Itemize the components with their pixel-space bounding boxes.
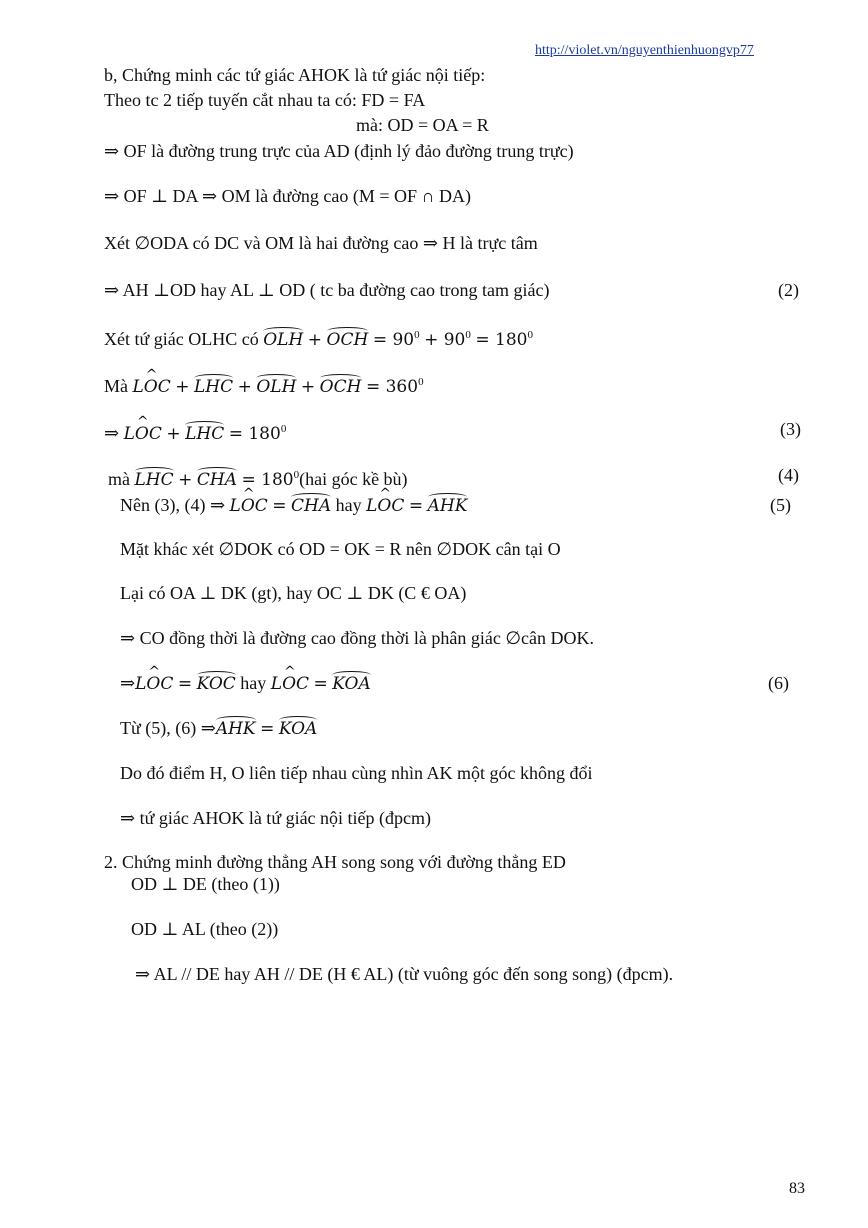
degree-mark: 0 <box>418 376 424 388</box>
angle-olh: OLH <box>256 377 297 397</box>
angle-ahk: AHK <box>427 496 468 516</box>
text-segment: Nên (3), (4) ⇒ <box>120 495 226 515</box>
angle-lhc: LHC <box>185 424 225 444</box>
plus-sign: + <box>175 377 190 397</box>
degree-mark: 0 <box>414 329 420 341</box>
angle-olh: OLH <box>263 330 304 350</box>
text-segment: (hai góc kề bù) <box>299 469 408 489</box>
angle-koa: KOA <box>332 674 371 694</box>
text-line: ⇒ OF ⊥ DA ⇒ OM là đường cao (M = OF ∩ DA) <box>104 186 472 206</box>
degree-mark: 0 <box>527 329 533 341</box>
angle-loc: ^ LOC <box>135 673 173 695</box>
supplementary-line <box>108 464 408 491</box>
part-b-heading: b, Chứng minh các tứ giác AHOK là tứ giác nội tiếp: <box>104 65 486 85</box>
text-segment: mà <box>108 469 130 489</box>
equals-sign: = <box>260 719 275 739</box>
math-segment: = 360 <box>365 377 419 397</box>
angle-ahk: AHK <box>215 719 256 739</box>
angle-loc: ^ LOC <box>133 376 171 398</box>
quadrilateral-sum-line <box>104 371 424 398</box>
text-segment: Từ (5), (6) ⇒ <box>120 718 216 738</box>
text-line: mà: OD = OA = R <box>356 115 489 135</box>
part-2-heading: 2. Chứng minh đường thẳng AH song song với đường thẳng ED <box>104 852 566 872</box>
text-line: ⇒ OF là đường trung trực của AD (định lý đảo đường trung trực) <box>104 141 574 161</box>
text-segment: hay <box>240 673 267 693</box>
angle-equality-line <box>120 494 467 517</box>
angle-och: OCH <box>319 377 362 397</box>
equation-number: (5) <box>770 495 791 515</box>
plus-sign: + <box>178 470 193 490</box>
math-segment: = 180 <box>475 330 528 350</box>
angle-cha: CHA <box>196 470 237 490</box>
bisector-line <box>120 672 371 695</box>
plus-sign: + <box>300 377 316 397</box>
equals-sign: = <box>272 496 287 516</box>
text-line: Xét ∅ODA có DC và OM là hai đường cao ⇒ H là trực tâm <box>104 233 538 253</box>
angle-loc: ^ LOC <box>271 673 309 695</box>
text-segment: ⇒ <box>104 423 120 443</box>
angle-cha: CHA <box>291 496 332 516</box>
angle-loc: ^ LOC <box>366 495 404 517</box>
text-line: Do đó điểm H, O liên tiếp nhau cùng nhìn AK một góc không đổi <box>120 763 593 783</box>
angle-loc: ^ LOC <box>124 423 162 445</box>
equals-sign: = <box>313 674 328 694</box>
math-segment: = 180 <box>241 470 294 490</box>
text-line: OD ⊥ AL (theo (2)) <box>131 919 279 939</box>
degree-mark: 0 <box>465 329 471 341</box>
angle-loc: ^ LOC <box>230 495 268 517</box>
plus-sign: + <box>307 330 323 350</box>
angle-koa: KOA <box>278 719 318 739</box>
text-segment: ⇒ <box>120 673 136 693</box>
text-segment: Xét tứ giác OLHC có <box>104 329 259 349</box>
plus-sign: + <box>166 424 181 444</box>
text-line: ⇒ tứ giác AHOK là tứ giác nội tiếp (đpcm) <box>120 808 432 828</box>
angle-koc: KOC <box>196 674 236 694</box>
text-line: ⇒ CO đồng thời là đường cao đồng thời là phân giác ∅cân DOK. <box>120 628 594 648</box>
equals-sign: = <box>177 674 193 694</box>
equation-number: (3) <box>780 419 801 439</box>
text-line: Lại có OA ⊥ DK (gt), hay OC ⊥ DK (C € OA) <box>120 583 467 603</box>
text-line: Theo tc 2 tiếp tuyến cắt nhau ta có: FD = FA <box>104 90 426 110</box>
degree-mark: 0 <box>293 469 300 481</box>
source-link[interactable]: http://violet.vn/nguyenthienhuongvp77 <box>535 43 754 58</box>
text-line: ⇒ AH ⊥OD hay AL ⊥ OD ( tc ba đường cao trong tam giác) <box>104 280 550 300</box>
equation-number: (2) <box>778 280 799 300</box>
text-line: ⇒ AL // DE hay AH // DE (H € AL) (từ vuông góc đến song song) (đpcm). <box>135 964 674 984</box>
text-line: OD ⊥ DE (theo (1)) <box>131 874 280 894</box>
degree-mark: 0 <box>280 423 287 435</box>
text-segment: Mà <box>104 376 128 396</box>
plus-sign: + <box>237 377 252 397</box>
angle-sum-line <box>104 324 533 351</box>
angle-lhc: LHC <box>193 377 234 397</box>
page-number: 83 <box>789 1180 805 1197</box>
math-segment: + 90 <box>424 330 466 350</box>
math-segment: = 90 <box>372 330 415 350</box>
result-line <box>104 418 286 445</box>
angle-och: OCH <box>326 330 369 350</box>
angle-lhc: LHC <box>134 470 174 490</box>
conclusion-angle-line <box>120 717 317 740</box>
equals-sign: = <box>408 496 424 516</box>
text-line: Mặt khác xét ∅DOK có OD = OK = R nên ∅DOK cân tại O <box>120 539 561 559</box>
equation-number: (4) <box>778 465 799 485</box>
text-segment: hay <box>335 495 362 515</box>
equation-number: (6) <box>768 673 789 693</box>
math-segment: = 180 <box>228 424 281 444</box>
